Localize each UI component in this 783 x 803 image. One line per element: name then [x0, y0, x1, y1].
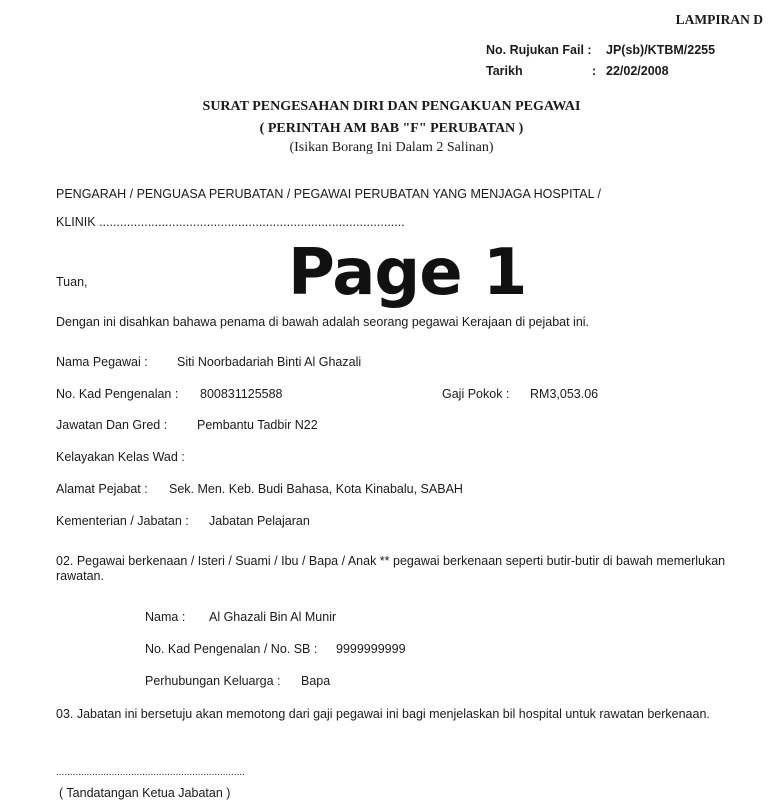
patient-name-label: Nama :	[145, 610, 186, 624]
ministry-label: Kementerian / Jabatan :	[56, 514, 189, 528]
date-colon: :	[592, 64, 597, 78]
page-watermark: Page 1	[288, 236, 527, 310]
office-address-label: Alamat Pejabat :	[56, 482, 148, 496]
document-instruction: (Isikan Borang Ini Dalam 2 Salinan)	[289, 140, 494, 155]
salutation: Tuan,	[56, 275, 88, 289]
relationship-value: Bapa	[301, 674, 331, 688]
ward-class-label: Kelayakan Kelas Wad :	[56, 450, 185, 464]
file-reference-value: JP(sb)/KTBM/2255	[606, 43, 716, 57]
document-subtitle: ( PERINTAH AM BAB "F" PERUBATAN )	[259, 121, 524, 136]
ministry-value: Jabatan Pelajaran	[209, 514, 310, 528]
basic-salary-label: Gaji Pokok :	[442, 387, 510, 401]
officer-name-value: Siti Noorbadariah Binti Al Ghazali	[177, 355, 362, 369]
post-grade-label: Jawatan Dan Gred :	[56, 418, 168, 432]
officer-ic-value: 800831125588	[200, 387, 283, 401]
intro-paragraph: Dengan ini disahkan bahawa penama di bawah adalah seorang pegawai Kerajaan di pejabat ini.	[56, 315, 590, 329]
officer-name-label: Nama Pegawai :	[56, 355, 148, 369]
addressee-line-2: KLINIK ........................................................................................	[56, 215, 405, 229]
file-reference-label: No. Rujukan Fail :	[486, 43, 592, 57]
paragraph-03: 03. Jabatan ini bersetuju akan memotong dari gaji pegawai ini bagi menjelaskan bil hospital untuk rawatan berkenaan.	[56, 707, 710, 721]
date-value: 22/02/2008	[606, 64, 669, 78]
addressee-line-1: PENGARAH / PENGUASA PERUBATAN / PEGAWAI PERUBATAN YANG MENJAGA HOSPITAL /	[56, 187, 602, 201]
office-address-value: Sek. Men. Keb. Budi Bahasa, Kota Kinabalu, SABAH	[169, 482, 463, 496]
attachment-label: LAMPIRAN D	[675, 12, 763, 27]
basic-salary-value: RM3,053.06	[530, 387, 599, 401]
post-grade-value: Pembantu Tadbir N22	[197, 418, 318, 432]
patient-ic-value: 9999999999	[336, 642, 406, 656]
signature-label: ( Tandatangan Ketua Jabatan )	[59, 786, 231, 800]
patient-ic-label: No. Kad Pengenalan / No. SB :	[145, 642, 318, 656]
patient-name-value: Al Ghazali Bin Al Munir	[209, 610, 337, 624]
officer-ic-label: No. Kad Pengenalan :	[56, 387, 179, 401]
paragraph-02: 02. Pegawai berkenaan / Isteri / Suami / Ibu / Bapa / Anak ** pegawai berkenaan seperti butir-butir di bawah memerlukan rawatan.	[56, 554, 726, 583]
document-title: SURAT PENGESAHAN DIRI DAN PENGAKUAN PEGAWAI	[202, 99, 581, 114]
signature-line: ....................................................................	[56, 767, 245, 778]
date-label: Tarikh	[486, 64, 523, 78]
relationship-label: Perhubungan Keluarga :	[145, 674, 281, 688]
